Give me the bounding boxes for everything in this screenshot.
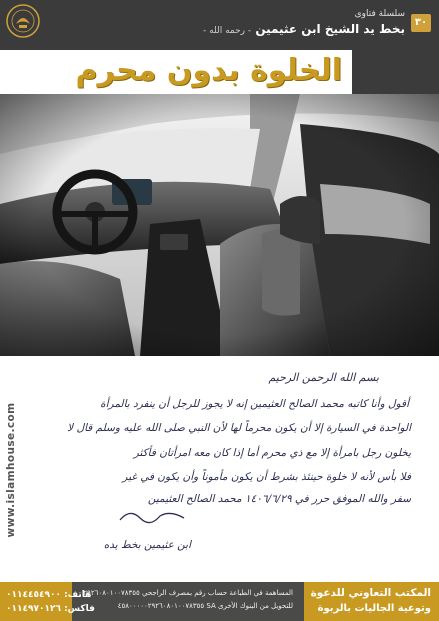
website-url xyxy=(2,370,20,570)
office-name-line1: المكتب التعاوني للدعوة xyxy=(310,587,431,599)
letter-caption: ابن عثيمين بخط يده xyxy=(103,539,191,551)
office-name-block xyxy=(304,582,439,621)
car-interior-photo xyxy=(0,94,439,356)
phone-number: هاتف: ٠١١٤٤٥٤٩٠٠ xyxy=(6,590,92,600)
footer-bar xyxy=(0,582,439,621)
office-logo xyxy=(6,4,40,38)
bank-transfer-line: للتحويل من البنوك الأخرى SA ٤٥٨٠٠٠٠٠٢٩٢٦٠٨٠١٠٠٧٨٣٥٥ xyxy=(117,602,293,610)
series-note: - رحمه الله - xyxy=(203,26,252,36)
website-url-text: www.islamhouse.com xyxy=(5,402,17,538)
footer-contact-block xyxy=(0,582,95,621)
handwritten-letter xyxy=(0,356,439,580)
letter-line: سفر والله الموفق حرر في ١٤٠٦/٦/٢٩ محمد الصالح العثيمين xyxy=(147,493,411,505)
series-name xyxy=(203,22,405,36)
signature-icon xyxy=(118,506,188,526)
fax-number: فاكس: ٠١١٤٩٧٠١٢٦ xyxy=(6,604,95,614)
fatwa-title: الخلوة بدون محرم xyxy=(75,53,342,88)
title-side-block xyxy=(352,50,439,94)
letter-line: يخلون رجل بامرأة إلا مع ذي محرم أما إذا كان معه امرأتان فأكثر xyxy=(133,447,411,459)
series-name-text: بخط يد الشيخ ابن عثيمين xyxy=(255,22,405,36)
series-box xyxy=(91,6,431,42)
letter-line: بسم الله الرحمن الرحيم xyxy=(268,371,379,384)
letter-line: الواحدة في السيارة إلا أن يكون محرماً لها لأن النبي صلى الله عليه وسلم قال لا xyxy=(67,422,411,434)
letter-line: أقول وأنا كاتبه محمد الصالح العثيمين إنه لا يجوز للرجل أن ينفرد بالمرأة xyxy=(100,398,409,410)
letter-line: فلا بأس لأنه لا خلوة حينئذ بشرط أن يكون مأموناً وأن يكون في غير xyxy=(122,471,411,483)
series-badge: ٣٠ xyxy=(411,14,431,32)
series-label: سلسلة فتاوى xyxy=(354,9,405,19)
office-name-line2: وتوعية الجاليات بالربوة xyxy=(317,603,431,614)
title-band xyxy=(0,50,352,94)
bank-account-line: المساهمة في الطباعة حساب رقم بمصرف الراجحي ٢٩٢٦٠٨٠١٠٠٧٨٣٥٥ xyxy=(83,589,293,597)
